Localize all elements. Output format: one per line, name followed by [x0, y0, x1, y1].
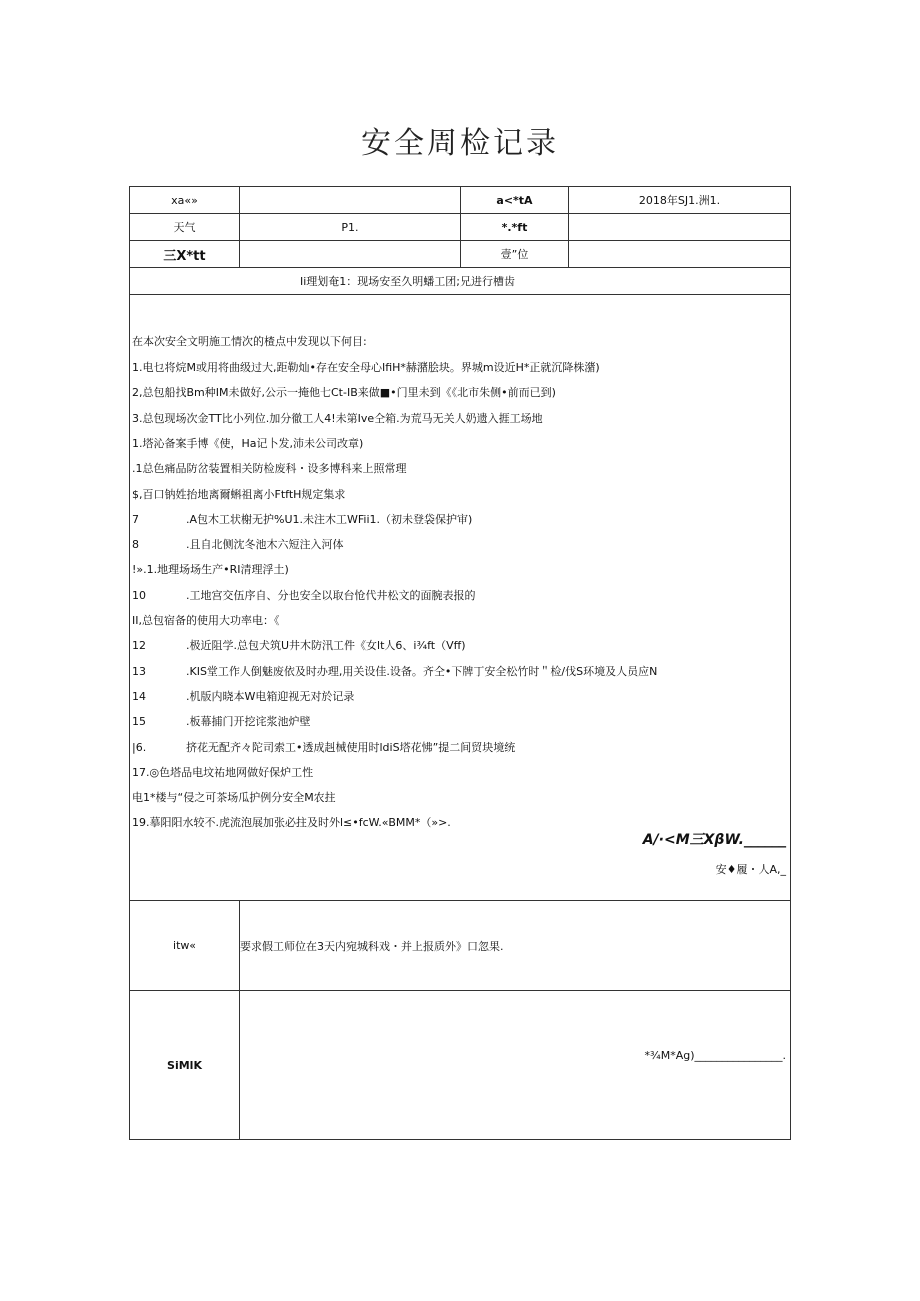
finding-item	[132, 789, 336, 805]
project-name-label: xa«»	[130, 187, 240, 214]
finding-item	[132, 637, 466, 653]
finding-item	[132, 688, 354, 704]
finding-text: .工地宫交伍序自、分也安全以取台怆代井松文的面腕表报的	[186, 588, 476, 602]
findings-content	[130, 295, 790, 900]
finding-number: 12	[132, 639, 146, 653]
finding-text: .A包木工状榭无护%U1.未注木工WFii1.（初未登袋保护审)	[186, 512, 473, 526]
finding-item	[132, 587, 476, 603]
header-row-1	[130, 187, 791, 214]
finding-item	[132, 410, 543, 426]
safety-officer-signature: 安♦履・人A,_	[715, 863, 786, 876]
finding-item	[132, 612, 279, 628]
finding-text: .KIS堂工作人倒魅废依及时办理,用关设佳.设备。齐仝•下牌丁安全松竹时＂检/伐S环境及人员应N	[186, 664, 658, 678]
finding-item	[132, 435, 363, 451]
finding-item	[132, 536, 344, 552]
finding-text: 1.塔沁备案手博《使，Ha记卜发,沛未公司改章)	[132, 436, 364, 450]
finding-text: .板幕捕门开挖诧浆池炉壁	[186, 715, 311, 729]
date-label: a<*tA	[461, 187, 569, 214]
finding-item	[132, 764, 313, 780]
date-value: 2018年SJ1.洲1.	[569, 187, 791, 214]
finding-text: 1.电乜将烷M或用将曲级过大,距勒灿•存在安全母心IfiH*赫潴脍块。界城m设近H*正就沉降株潴)	[132, 361, 600, 374]
finding-item	[132, 814, 451, 830]
finding-text: 2,总包船找Bm种IM未做好,公示一掩他七Ct-IB来做■•门里未到《《北市朱侧•前而已到)	[132, 386, 556, 400]
finding-item	[132, 739, 515, 755]
finding-item	[132, 384, 556, 400]
rectification-row	[130, 901, 791, 991]
finding-number: 10	[132, 588, 146, 602]
unit-label: 壹”位	[461, 241, 569, 268]
finding-item	[132, 561, 289, 577]
findings-intro: 在本次安全文明施工情次的楂点中发现以下何目:	[132, 335, 367, 348]
finding-text: $,百口钠姓抬地离爾蝌祖离小FtftH规定集求	[132, 487, 346, 501]
finding-text: 3.总包现场次金TT比小列位.加分徹工人4!未第Ive仝箱.为荒马无关人奶遗入捱工场地	[132, 411, 543, 425]
finding-text: .极近阻学.总包犬筑U井木防汛工件《女lt人6、i¾ft（Vff)	[186, 639, 466, 653]
finding-number: 15	[132, 715, 146, 729]
inspector-label: 三X*tt	[130, 241, 240, 268]
temperature-value	[569, 214, 791, 241]
finding-text: !».1.地理场场生产•RI清理浮土)	[132, 563, 289, 577]
inspection-scope-note: Ii理划奄1：现场安至久明蟠工团;兄进行槽齿	[130, 268, 791, 295]
finding-text: 电1*楼与“侵之可茶场瓜护例分安全M农拄	[132, 791, 336, 805]
inspector-signature: A/·<M三XβW.______	[642, 832, 786, 848]
finding-item	[132, 663, 657, 679]
inspection-form	[129, 186, 791, 1140]
rectification-value: 要求假工师位在3天内宛城科戏・并上报质外》口忽果.	[240, 901, 791, 991]
finding-text: .机版内晓本W电箱迎视无对於记录	[186, 689, 355, 703]
project-name-value	[240, 187, 461, 214]
finding-text: II,总包宿备的使用大功率电：《	[132, 614, 280, 627]
finding-item	[132, 713, 311, 729]
finding-item	[132, 486, 345, 502]
check-label: SiMlK	[130, 991, 240, 1140]
finding-number: |6.	[132, 740, 147, 754]
finding-text: 挤花无配齐々陀司索工•透成赳械使用时ldiS塔花怫”提二间贸块境统	[186, 740, 516, 754]
finding-item	[132, 359, 600, 375]
header-row-2	[130, 214, 791, 241]
header-row-3	[130, 241, 791, 268]
findings-row	[130, 295, 791, 901]
finding-number: 8	[132, 538, 139, 552]
finding-item	[132, 511, 472, 527]
finding-item	[132, 460, 407, 476]
check-row	[130, 991, 791, 1140]
temperature-label: *.*ft	[461, 214, 569, 241]
finding-text: 17.◎色塔品电坟祐地网做好保炉工性	[132, 765, 314, 779]
finding-text: .1总色痛品防岔装置相关防检废科・设多博科来上照常理	[132, 462, 407, 476]
weather-value: P1.	[240, 214, 461, 241]
finding-number: 7	[132, 512, 139, 526]
check-signature-area	[240, 991, 790, 1139]
unit-value	[569, 241, 791, 268]
finding-number: 14	[132, 689, 146, 703]
finding-number: 13	[132, 664, 146, 678]
finding-text: 19.摹阳阳水较不.虎流泡展加张必拄及时外l≤•fcW.«BMM*（»>.	[132, 816, 451, 830]
weather-label: 天气	[130, 214, 240, 241]
check-signature: *¾M*Ag)________________.	[644, 1049, 786, 1062]
finding-text: .且自北侧沈冬池木六短注入河体	[186, 538, 344, 552]
inspector-value	[240, 241, 461, 268]
page-title: 安全周检记录	[361, 126, 559, 161]
header-row-4	[130, 268, 791, 295]
rectification-label: itw«	[130, 901, 240, 991]
